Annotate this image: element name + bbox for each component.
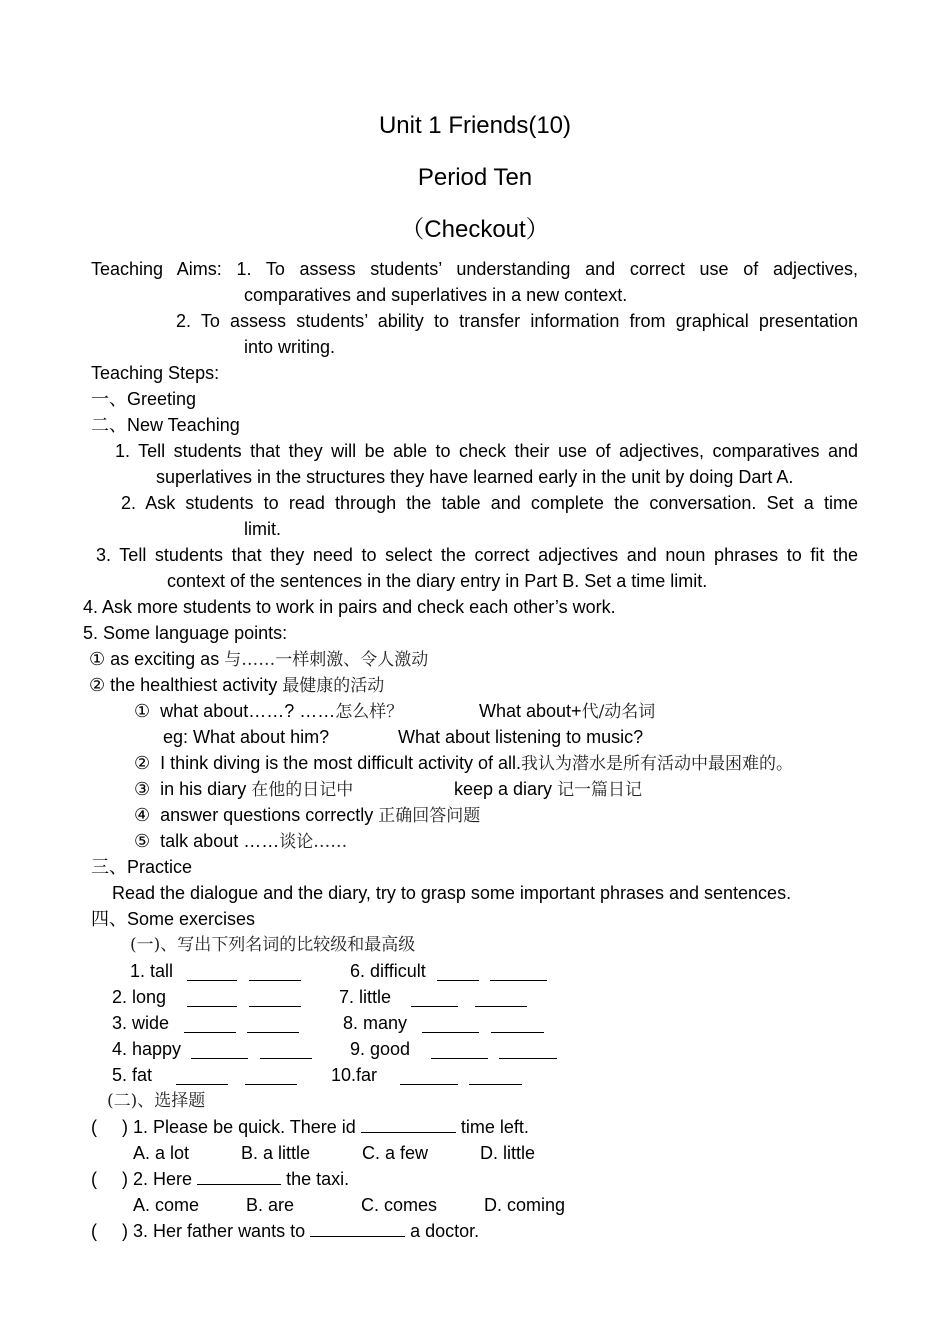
sp5-en: talk about …… xyxy=(160,831,280,851)
q1-blank[interactable] xyxy=(361,1114,456,1133)
word-2: 2. long xyxy=(112,987,167,1007)
sub-point-4 xyxy=(134,802,480,829)
blank-4b[interactable] xyxy=(260,1040,312,1059)
blank-4a[interactable] xyxy=(191,1040,248,1059)
aims-label: Teaching Aims: xyxy=(91,259,222,279)
sp2-num: ② xyxy=(134,753,151,773)
q2-option-a: A. come xyxy=(133,1195,200,1215)
aim-1-cont: comparatives and superlatives in a new context. xyxy=(244,285,628,305)
sp1-num: ① xyxy=(134,701,151,721)
sp2-en: I think diving is the most difficult activity of all. xyxy=(160,753,521,773)
sub-point-eg-b: What about listening to music? xyxy=(398,727,644,747)
sub-point-3-b xyxy=(454,776,642,803)
blank-10a[interactable] xyxy=(400,1066,458,1085)
checkout-subtitle: （Checkout） xyxy=(400,216,550,243)
step-item-4: 4. Ask more students to work in pairs and check each other’s work. xyxy=(83,597,616,617)
blank-9a[interactable] xyxy=(431,1040,488,1059)
blank-10b[interactable] xyxy=(469,1066,522,1085)
aim-2-cont: into writing. xyxy=(244,337,336,357)
step-new-teaching: 二、New Teaching xyxy=(91,415,240,435)
step-item-2: 2. Ask students to read through the table and complete the conversation. Set a time xyxy=(121,493,858,513)
sp1-cn: 怎么样？ xyxy=(335,702,404,722)
blank-9b[interactable] xyxy=(499,1040,557,1059)
sp1-en2: What about+ xyxy=(479,701,582,721)
q1-option-c: C. a few xyxy=(362,1143,429,1163)
sp3-cn: 在他的日记中 xyxy=(251,780,354,800)
blank-2b[interactable] xyxy=(249,988,301,1007)
aim-2: 2. To assess students’ ability to transfer information from graphical presentation xyxy=(176,311,858,331)
blank-1b[interactable] xyxy=(249,962,301,981)
word-10: 10.far xyxy=(331,1065,378,1085)
exercise-part2-title: (二)、选择题 xyxy=(107,1091,206,1111)
q1-stem-b: time left. xyxy=(460,1117,529,1137)
language-point-1 xyxy=(89,646,428,673)
word-8: 8. many xyxy=(343,1013,408,1033)
sp4-en: answer questions correctly xyxy=(160,805,379,825)
answer-paren-1[interactable]: ( ) xyxy=(91,1117,128,1137)
word-9: 9. good xyxy=(350,1039,411,1059)
q1-stem-a: 1. Please be quick. There id xyxy=(133,1117,356,1137)
sp3-en: in his diary xyxy=(160,779,252,799)
sub-point-eg: eg: What about him? xyxy=(163,727,330,747)
question-1 xyxy=(91,1114,529,1140)
blank-7a[interactable] xyxy=(411,988,458,1007)
sp5-num: ⑤ xyxy=(134,831,151,851)
aim-1: 1. To assess students’ understanding and correct use of adjectives, xyxy=(236,259,858,279)
sub-point-1 xyxy=(134,698,403,725)
sp3-num: ③ xyxy=(134,779,151,799)
sp4-num: ④ xyxy=(134,805,151,825)
blank-6a[interactable] xyxy=(437,962,479,981)
step-item-3-cont: context of the sentences in the diary entry in Part B. Set a time limit. xyxy=(167,571,708,591)
question-2 xyxy=(91,1166,349,1192)
sp1-en: what about……? …… xyxy=(160,701,336,721)
q2-option-b: B. are xyxy=(246,1195,295,1215)
sp3-en2: keep a diary xyxy=(454,779,558,799)
step-item-1: 1. Tell students that they will be able to check their use of adjectives, comparatives and xyxy=(115,441,858,461)
blank-3b[interactable] xyxy=(247,1014,299,1033)
q3-stem-a: 3. Her father wants to xyxy=(133,1221,306,1241)
steps-label: Teaching Steps: xyxy=(91,363,220,383)
q1-option-b: B. a little xyxy=(241,1143,311,1163)
q2-blank[interactable] xyxy=(197,1166,281,1185)
step-greeting: 一、Greeting xyxy=(91,389,197,409)
period-title: Period Ten xyxy=(417,164,533,191)
blank-2a[interactable] xyxy=(187,988,237,1007)
blank-5a[interactable] xyxy=(176,1066,228,1085)
lp2-en: ② the healthiest activity xyxy=(89,675,283,695)
sp4-cn: 正确回答问题 xyxy=(378,806,481,826)
q1-option-d: D. little xyxy=(480,1143,536,1163)
word-7: 7. little xyxy=(339,987,392,1007)
blank-7b[interactable] xyxy=(475,988,527,1007)
practice-heading: 三、Practice xyxy=(91,857,193,877)
word-4: 4. happy xyxy=(112,1039,182,1059)
sub-point-2 xyxy=(134,750,793,777)
step-item-1-cont: superlatives in the structures they have learned early in the unit by doing Dart A. xyxy=(156,467,794,487)
blank-1a[interactable] xyxy=(187,962,237,981)
sub-point-3 xyxy=(134,776,353,803)
exercise-part1-title: (一)、写出下列名词的比较级和最高级 xyxy=(130,935,416,955)
lp1-en: ① as exciting as xyxy=(89,649,225,669)
q2-option-c: C. comes xyxy=(361,1195,438,1215)
answer-paren-2[interactable]: ( ) xyxy=(91,1169,128,1189)
q3-stem-b: a doctor. xyxy=(410,1221,480,1241)
word-1: 1. tall xyxy=(130,961,174,981)
lp2-cn: 最健康的活动 xyxy=(282,676,385,696)
q2-stem-b: the taxi. xyxy=(286,1169,350,1189)
sp1-cn2: 代/动名词 xyxy=(581,702,656,722)
blank-8b[interactable] xyxy=(491,1014,544,1033)
sp2-cn: 我认为潜水是所有活动中最困难的。 xyxy=(520,754,793,774)
aims-line-1 xyxy=(91,256,858,282)
word-3: 3. wide xyxy=(112,1013,170,1033)
sub-point-5 xyxy=(134,828,347,855)
practice-text: Read the dialogue and the diary, try to grasp some important phrases and sentences. xyxy=(112,883,792,903)
sp5-cn: 谈论…… xyxy=(279,832,348,852)
blank-3a[interactable] xyxy=(184,1014,236,1033)
language-point-2 xyxy=(89,672,384,699)
step-item-2-cont: limit. xyxy=(244,519,281,539)
unit-title: Unit 1 Friends(10) xyxy=(378,112,572,139)
step-item-3: 3. Tell students that they need to select the correct adjectives and noun phrases to fit the xyxy=(96,545,858,565)
blank-8a[interactable] xyxy=(422,1014,479,1033)
q2-option-d: D. coming xyxy=(484,1195,566,1215)
sub-point-1-b xyxy=(479,698,655,725)
word-6: 6. difficult xyxy=(350,961,426,981)
q2-stem-a: 2. Here xyxy=(133,1169,193,1189)
sp3-cn2: 记一篇日记 xyxy=(557,780,643,800)
question-3 xyxy=(91,1218,479,1244)
word-5: 5. fat xyxy=(112,1065,153,1085)
step-item-5: 5. Some language points: xyxy=(83,623,288,643)
exercises-heading: 四、Some exercises xyxy=(91,909,256,929)
lp1-cn: 与……一样刺激、令人激动 xyxy=(224,650,429,670)
q3-blank[interactable] xyxy=(310,1218,405,1237)
q1-option-a: A. a lot xyxy=(133,1143,190,1163)
answer-paren-3[interactable]: ( ) xyxy=(91,1221,128,1241)
blank-5b[interactable] xyxy=(245,1066,297,1085)
blank-6b[interactable] xyxy=(490,962,547,981)
